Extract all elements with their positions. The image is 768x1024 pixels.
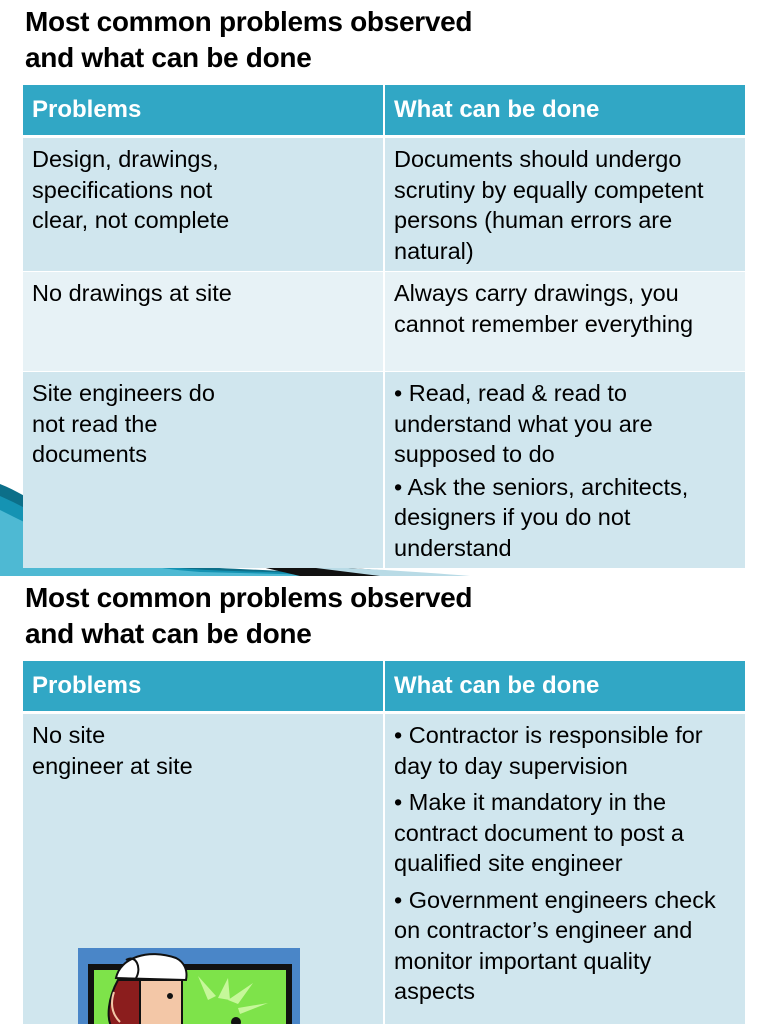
problem-cell: No drawings at site (23, 271, 383, 371)
solution-bullet: • Ask the seniors, architects, designers if you do not understand (394, 473, 689, 561)
solution-cell (383, 271, 745, 371)
header-what-can-be-done: What can be done (383, 661, 745, 713)
slide-title: Most common problems observed and what can be done (25, 6, 473, 73)
problem-cell: Site engineers do not read the documents (23, 371, 383, 568)
solution-bullet: • Make it mandatory in the contract document to post a qualified site engineer (394, 789, 684, 876)
construction-worker-clipart (78, 948, 300, 1024)
solution-text: Documents should undergo scrutiny by equally competent persons (human errors are natural) (394, 146, 704, 264)
table-row (23, 137, 745, 271)
problem-cell: No site engineer at site (23, 713, 383, 1024)
solution-cell (383, 713, 745, 1024)
solution-bullet: • Read, read & read to understand what you are supposed to do (394, 380, 653, 467)
table-row (23, 271, 745, 371)
slide-title: Most common problems observed and what can be done (25, 582, 473, 649)
solution-text: Always carry drawings, you cannot remember everything (394, 280, 694, 337)
table-header-row (23, 85, 745, 137)
problems-table (23, 85, 745, 568)
header-what-can-be-done: What can be done (383, 85, 745, 137)
table-row (23, 371, 745, 568)
header-problems: Problems (23, 661, 383, 713)
table-header-row (23, 661, 745, 713)
header-problems: Problems (23, 85, 383, 137)
solution-cell (383, 137, 745, 271)
solution-bullet: • Contractor is responsible for day to day supervision (394, 722, 703, 779)
solution-cell (383, 371, 745, 568)
slide-2 (0, 576, 768, 1024)
solution-bullet: • Government engineers check on contractor’s engineer and monitor important quality aspects (394, 886, 716, 1004)
problem-cell: Design, drawings, specifications not clear, not complete (23, 137, 383, 271)
